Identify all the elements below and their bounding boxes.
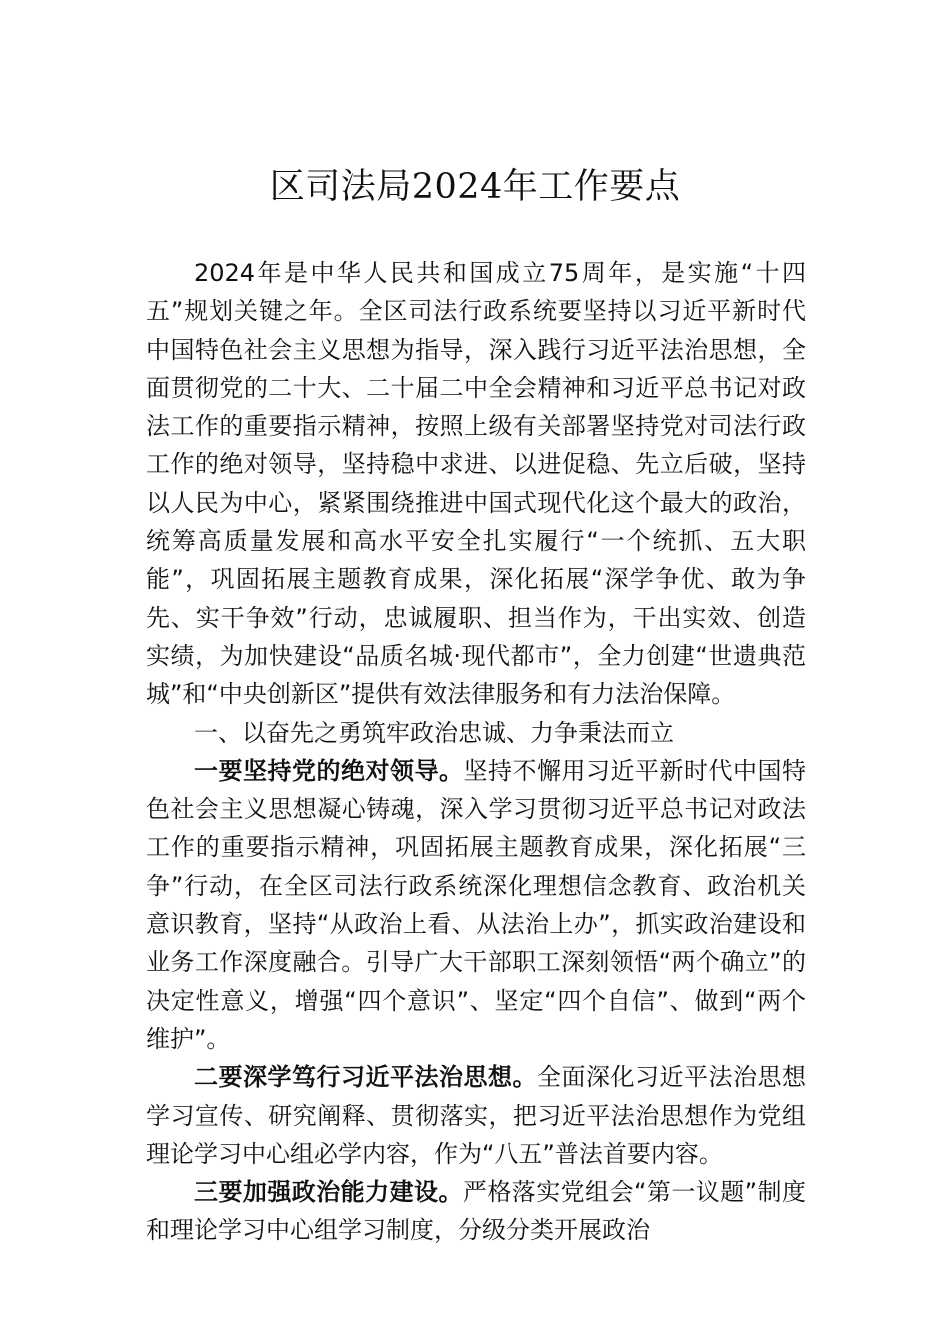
item-paragraph-2 <box>146 1058 806 1173</box>
document-title: 区司法局2024年工作要点 <box>269 167 681 207</box>
item-text-3: 严格落实党组会“第一议题”制度和理论学习中心组学习制度，分级分类开展政治 <box>146 1178 807 1245</box>
item-paragraph-3 <box>146 1173 806 1250</box>
document-body <box>146 254 806 1250</box>
item-paragraph-1 <box>146 752 806 1058</box>
item-text-1: 坚持不懈用习近平新时代中国特色社会主义思想凝心铸魂，深入学习贯彻习近平总书记对政法工作的重要指示精神，巩固拓展主题教育成果，深化拓展“三争”行动，在全区司法行政系统深化理想信念教育、政治机关意识教育，坚持“从政治上看、从法治上办”，抓实政治建设和业务工作深度融合。引导广大干部职工深刻领悟“两个确立”的决定性意义，增强“四个意识”、坚定“四个自信”、做到“两个维护”。 <box>146 756 806 1053</box>
item-lead-3: 三要加强政治能力建设。 <box>194 1178 463 1207</box>
section-heading-1: 一、以奋先之勇筑牢政治忠诚、力争秉法而立 <box>194 718 674 747</box>
item-lead-1: 一要坚持党的绝对领导。 <box>194 756 464 785</box>
item-lead-2: 二要深学笃行习近平法治思想。 <box>194 1063 537 1092</box>
intro-paragraph: 2024年是中华人民共和国成立75周年，是实施“十四五”规划关键之年。全区司法行政系统要坚持以习近平新时代中国特色社会主义思想为指导，深入践行习近平法治思想，全面贯彻党的二十大、二十届二中全会精神和习近平总书记对政法工作的重要指示精神，按照上级有关部署坚持党对司法行政工作的绝对领导，坚持稳中求进、以进促稳、先立后破，坚持以人民为中心，紧紧围绕推进中国式现代化这个最大的政治，统筹高质量发展和高水平安全扎实履行“一个统抓、五大职能”，巩固拓展主题教育成果，深化拓展“深学争优、敢为争先、实干争效”行动，忠诚履职、担当作为，干出实效、创造实绩，为加快建设“品质名城·现代都市”，全力创建“世遗典范城”和“中央创新区”提供有效法律服务和有力法治保障。 <box>146 259 806 709</box>
item-text-2: 全面深化习近平法治思想学习宣传、研究阐释、贯彻落实，把习近平法治思想作为党组理论学习中心组必学内容，作为“八五”普法首要内容。 <box>146 1063 806 1168</box>
